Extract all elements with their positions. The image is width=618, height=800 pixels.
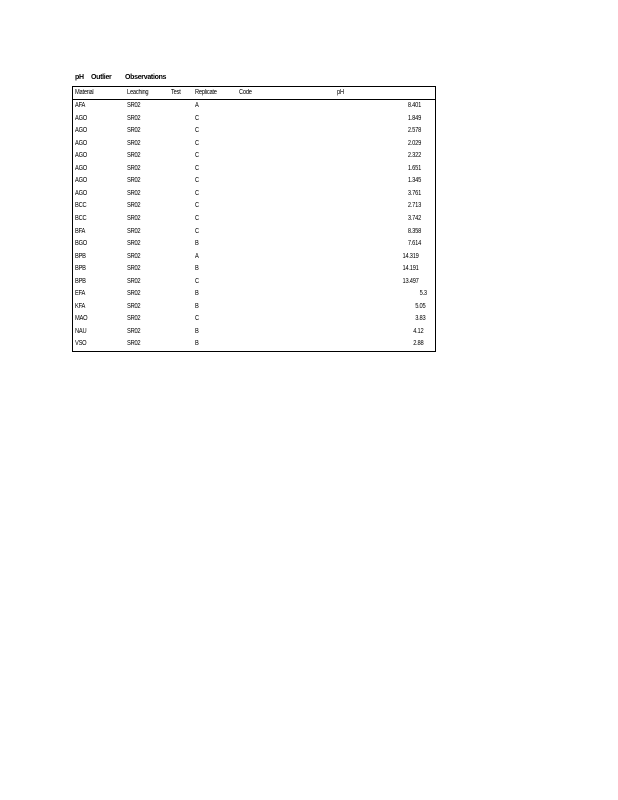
cell-ph: 2.578 xyxy=(407,127,421,135)
cell-ph: 3.742 xyxy=(407,214,421,222)
cell-material: BCC xyxy=(75,202,87,210)
title-observations: Observations xyxy=(125,74,167,81)
header-material: Material xyxy=(75,89,94,96)
cell-replicate: C xyxy=(195,189,199,197)
cell-replicate: C xyxy=(195,202,199,210)
cell-leaching: SR02 xyxy=(127,327,141,335)
cell-leaching: SR02 xyxy=(127,315,141,323)
cell-leaching: SR02 xyxy=(127,139,141,147)
cell-ph: 8.401 xyxy=(407,102,421,109)
cell-leaching: SR02 xyxy=(127,240,141,248)
table-row xyxy=(73,251,435,264)
cell-leaching: SR02 xyxy=(127,127,141,135)
table-row xyxy=(73,125,435,138)
cell-ph: 1.849 xyxy=(407,114,421,122)
cell-leaching: SR02 xyxy=(127,202,141,210)
cell-leaching: SR02 xyxy=(127,214,141,222)
table-row xyxy=(73,188,435,201)
cell-replicate: C xyxy=(195,277,199,285)
table-row xyxy=(73,238,435,251)
cell-leaching: SR02 xyxy=(127,177,141,185)
cell-leaching: SR02 xyxy=(127,340,141,348)
cell-leaching: SR02 xyxy=(127,102,141,109)
cell-material: AGO xyxy=(75,152,88,160)
cell-ph: 14.319 xyxy=(402,252,419,260)
cell-material: AGO xyxy=(75,139,88,147)
table-header xyxy=(73,87,435,100)
table-row xyxy=(73,213,435,226)
cell-leaching: SR02 xyxy=(127,265,141,273)
table-row xyxy=(73,200,435,213)
cell-ph: 7.614 xyxy=(407,240,421,248)
data-table xyxy=(72,86,436,352)
cell-ph: 1.345 xyxy=(407,177,421,185)
cell-replicate: C xyxy=(195,214,199,222)
table-row xyxy=(73,150,435,163)
cell-material: NAU xyxy=(75,327,87,335)
title-ph: pH xyxy=(75,74,84,81)
cell-material: VSO xyxy=(75,340,87,348)
cell-leaching: SR02 xyxy=(127,152,141,160)
cell-material: MAO xyxy=(75,315,88,323)
cell-replicate: C xyxy=(195,114,199,122)
header-leaching: Leaching xyxy=(127,89,149,96)
table-row xyxy=(73,326,435,339)
table-row xyxy=(73,163,435,176)
cell-replicate: B xyxy=(195,290,199,298)
cell-leaching: SR02 xyxy=(127,114,141,122)
header-code: Code xyxy=(239,89,252,96)
table-row xyxy=(73,113,435,126)
table-row xyxy=(73,301,435,314)
cell-replicate: B xyxy=(195,265,199,273)
cell-replicate: B xyxy=(195,302,199,310)
header-test: Test xyxy=(171,89,181,96)
cell-ph: 2.029 xyxy=(407,139,421,147)
cell-replicate: C xyxy=(195,139,199,147)
cell-leaching: SR02 xyxy=(127,277,141,285)
cell-material: BCC xyxy=(75,214,87,222)
cell-ph: 3.761 xyxy=(407,189,421,197)
cell-ph: 3.83 xyxy=(414,315,425,323)
cell-replicate: B xyxy=(195,240,199,248)
cell-replicate: A xyxy=(195,102,199,109)
cell-replicate: C xyxy=(195,127,199,135)
cell-material: AGO xyxy=(75,114,88,122)
table-row xyxy=(73,100,435,113)
cell-ph: 2.88 xyxy=(412,340,423,348)
cell-replicate: C xyxy=(195,164,199,172)
cell-ph: 14.191 xyxy=(402,265,419,273)
table-row xyxy=(73,175,435,188)
header-ph: pH xyxy=(337,89,344,96)
cell-material: AGO xyxy=(75,177,88,185)
cell-ph: 2.322 xyxy=(407,152,421,160)
cell-ph: 13.497 xyxy=(402,277,419,285)
cell-material: BPB xyxy=(75,277,86,285)
table-row xyxy=(73,313,435,326)
table-row xyxy=(73,138,435,151)
cell-replicate: B xyxy=(195,327,199,335)
cell-material: BGO xyxy=(75,240,88,248)
cell-ph: 5.3 xyxy=(419,290,427,298)
cell-replicate: C xyxy=(195,315,199,323)
table-row xyxy=(73,288,435,301)
cell-material: BPB xyxy=(75,252,86,260)
cell-replicate: C xyxy=(195,177,199,185)
cell-replicate: A xyxy=(195,252,199,260)
table-row xyxy=(73,338,435,351)
cell-material: AGO xyxy=(75,189,88,197)
cell-replicate: B xyxy=(195,340,199,348)
cell-replicate: C xyxy=(195,227,199,235)
title-outlier: Outlier xyxy=(91,74,112,81)
cell-ph: 1.651 xyxy=(407,164,421,172)
table-row xyxy=(73,263,435,276)
cell-leaching: SR02 xyxy=(127,189,141,197)
cell-ph: 5.05 xyxy=(414,302,425,310)
cell-ph: 8.358 xyxy=(407,227,421,235)
cell-replicate: C xyxy=(195,152,199,160)
table-row xyxy=(73,276,435,289)
table-row xyxy=(73,226,435,239)
cell-material: EFA xyxy=(75,290,86,298)
cell-material: BPB xyxy=(75,265,86,273)
cell-leaching: SR02 xyxy=(127,290,141,298)
cell-ph: 4.12 xyxy=(412,327,423,335)
cell-leaching: SR02 xyxy=(127,164,141,172)
cell-material: BFA xyxy=(75,227,86,235)
header-replicate: Replicate xyxy=(195,89,217,96)
cell-material: AGO xyxy=(75,127,88,135)
cell-material: KFA xyxy=(75,302,86,310)
cell-leaching: SR02 xyxy=(127,227,141,235)
cell-leaching: SR02 xyxy=(127,252,141,260)
cell-ph: 2.713 xyxy=(407,202,421,210)
cell-leaching: SR02 xyxy=(127,302,141,310)
cell-material: AFA xyxy=(75,102,86,109)
cell-material: AGO xyxy=(75,164,88,172)
